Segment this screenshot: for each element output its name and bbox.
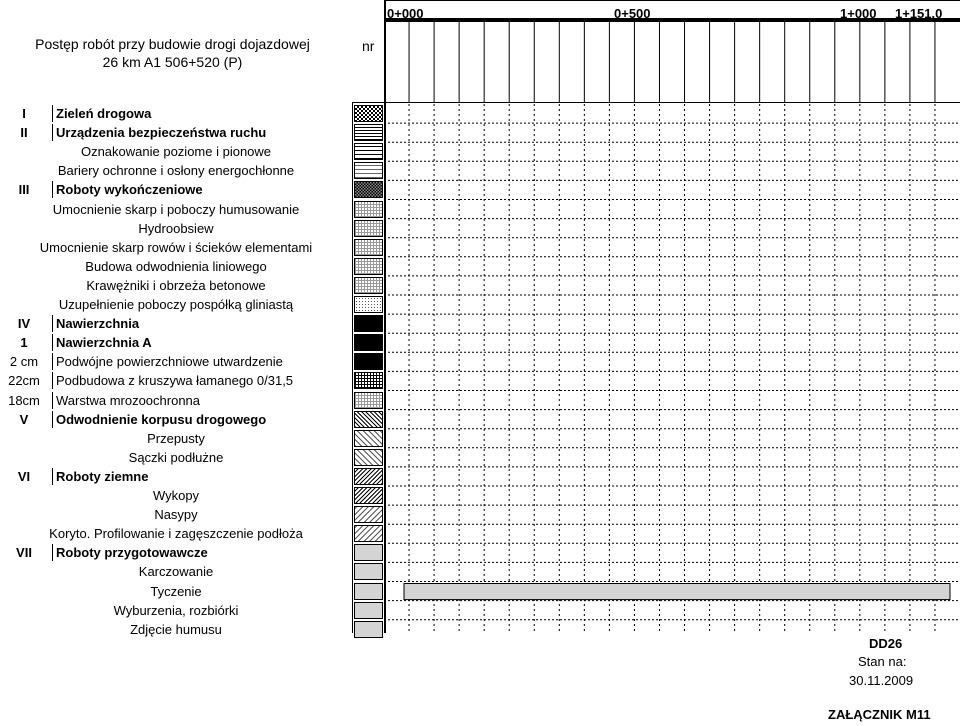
legend-swatch xyxy=(354,430,383,447)
legend-swatch xyxy=(354,487,383,504)
work-item-row xyxy=(0,543,352,562)
work-item-number: VI xyxy=(17,468,31,484)
legend-swatch xyxy=(354,525,383,542)
work-item-label: Bariery ochronne i osłony energochłonne xyxy=(57,163,295,179)
work-item-label: Oznakowanie poziome i pionowe xyxy=(80,144,272,160)
row-number-separator xyxy=(52,468,53,485)
work-item-label: Urządzenia bezpieczeństwa ruchu xyxy=(56,125,267,141)
work-item-row xyxy=(0,505,352,524)
work-item-row xyxy=(0,562,352,581)
stan-date: 30.11.2009 xyxy=(849,673,914,688)
row-number-separator xyxy=(52,181,53,198)
work-item-number: III xyxy=(18,182,30,198)
work-item-row xyxy=(0,448,352,467)
legend-swatch xyxy=(354,468,383,485)
work-item-label: Budowa odwodnienia liniowego xyxy=(85,258,267,274)
work-item-number: I xyxy=(22,106,26,121)
work-item-row xyxy=(0,142,352,161)
work-item-row xyxy=(0,410,352,429)
work-item-row xyxy=(0,352,352,371)
row-number-separator xyxy=(52,315,53,332)
work-item-label: Sączki podłużne xyxy=(128,449,224,465)
legend-swatch xyxy=(354,544,383,561)
row-number-separator xyxy=(52,372,53,389)
work-item-label: Odwodnienie korpusu drogowego xyxy=(56,411,267,427)
work-item-number: 2 cm xyxy=(9,354,39,370)
work-item-label: Roboty przygotowawcze xyxy=(56,545,208,561)
work-item-row xyxy=(0,429,352,448)
work-item-number: IV xyxy=(17,316,31,332)
stan-label: Stan na: xyxy=(858,654,907,669)
progress-chart xyxy=(384,0,960,633)
progress-bar xyxy=(404,584,950,600)
km-start: 0+000 xyxy=(387,6,424,21)
row-number-separator xyxy=(52,124,53,141)
work-item-row xyxy=(0,582,352,601)
work-item-label: Nawierzchnia A xyxy=(56,335,152,351)
work-item-label: Nasypy xyxy=(154,507,198,523)
row-number-separator xyxy=(52,353,53,370)
work-item-row xyxy=(0,467,352,486)
work-item-row xyxy=(0,524,352,543)
work-item-row xyxy=(0,620,352,639)
work-item-label: Przepusty xyxy=(147,430,205,446)
work-item-label: Podbudowa z kruszywa łamanego 0/31,5 xyxy=(56,373,294,389)
work-item-row xyxy=(0,180,352,199)
legend-swatch xyxy=(354,621,383,638)
work-item-row xyxy=(0,123,352,142)
legend-swatch xyxy=(354,315,383,332)
legend-swatch xyxy=(354,162,383,179)
work-item-label: Karczowanie xyxy=(138,564,214,580)
work-item-label: Koryto. Profilowanie i zagęszczenie podłoża xyxy=(49,526,303,542)
title-line-1: Postęp robót przy budowie drogi dojazdowej xyxy=(35,36,310,52)
row-number-separator xyxy=(52,334,53,351)
doc-code: DD26 xyxy=(869,636,903,651)
legend-swatch xyxy=(354,296,383,313)
legend-swatch xyxy=(354,201,383,218)
work-item-label: Nawierzchnia xyxy=(56,316,140,332)
row-number-separator xyxy=(52,411,53,428)
work-item-label: Roboty ziemne xyxy=(56,468,149,484)
work-item-label: Roboty wykończeniowe xyxy=(56,182,203,198)
work-item-row xyxy=(0,257,352,276)
work-item-label: Wykopy xyxy=(152,488,200,503)
work-item-label: Umocnienie skarp rowów i ścieków elementami xyxy=(39,239,313,255)
work-item-row xyxy=(0,200,352,219)
work-item-row xyxy=(0,219,352,238)
work-item-number: 1 xyxy=(20,335,28,351)
legend-swatch xyxy=(354,105,383,122)
legend-swatch xyxy=(354,353,383,370)
work-item-number: II xyxy=(20,125,28,141)
work-item-number: 22cm xyxy=(8,373,40,389)
attachment-label: ZAŁĄCZNIK M11 xyxy=(828,707,931,722)
row-number-separator xyxy=(52,392,53,409)
legend-swatch xyxy=(354,449,383,466)
work-item-row xyxy=(0,333,352,352)
legend-swatch xyxy=(354,239,383,256)
legend-swatch xyxy=(354,277,383,294)
work-item-row xyxy=(0,161,352,180)
legend-swatch xyxy=(354,392,383,409)
work-item-label: Umocnienie skarp i poboczy humusowanie xyxy=(52,201,300,217)
row-number-separator xyxy=(52,544,53,561)
km-end: 1+151.0 xyxy=(895,6,943,21)
legend-swatch xyxy=(354,506,383,523)
legend-swatch xyxy=(354,124,383,141)
work-item-label: Warstwa mrozoochronna xyxy=(56,392,201,408)
work-item-row xyxy=(0,276,352,295)
work-item-row xyxy=(0,391,352,410)
km-1000: 1+000 xyxy=(840,6,877,21)
legend-swatch xyxy=(354,334,383,351)
work-item-label: Zieleń drogowa xyxy=(56,106,152,121)
work-item-label: Zdjęcie humusu xyxy=(130,621,222,637)
legend-swatch xyxy=(354,258,383,275)
work-item-row xyxy=(0,601,352,620)
work-item-label: Wyburzenia, rozbiórki xyxy=(113,602,239,618)
work-item-row xyxy=(0,314,352,333)
legend-swatch xyxy=(354,563,383,580)
work-item-row xyxy=(0,371,352,390)
legend-left-border xyxy=(352,102,353,633)
work-item-row xyxy=(0,238,352,257)
work-item-number: 18cm xyxy=(8,392,40,408)
km-mid: 0+500 xyxy=(614,6,651,21)
work-item-label: Krawężniki i obrzeża betonowe xyxy=(86,277,266,293)
legend-swatch xyxy=(354,372,383,389)
work-item-row xyxy=(0,104,352,123)
work-item-number: V xyxy=(19,411,29,427)
nr-label: nr xyxy=(362,38,375,54)
work-item-label: Tyczenie xyxy=(150,583,202,599)
work-item-row xyxy=(0,295,352,314)
work-item-label: Hydroobsiew xyxy=(138,220,214,236)
row-number-separator xyxy=(52,105,53,122)
legend-swatch xyxy=(354,181,383,198)
work-item-number: VII xyxy=(16,545,32,561)
work-item-row xyxy=(0,486,352,505)
title-line-2: 26 km A1 506+520 (P) xyxy=(102,54,243,70)
work-item-label: Uzupełnienie poboczy pospółką gliniastą xyxy=(58,297,294,312)
legend-swatch xyxy=(354,411,383,428)
legend-swatch xyxy=(354,583,383,600)
legend-swatch xyxy=(354,602,383,619)
legend-swatch xyxy=(354,143,383,160)
work-item-label: Podwójne powierzchniowe utwardzenie xyxy=(56,354,283,370)
legend-swatch xyxy=(354,220,383,237)
